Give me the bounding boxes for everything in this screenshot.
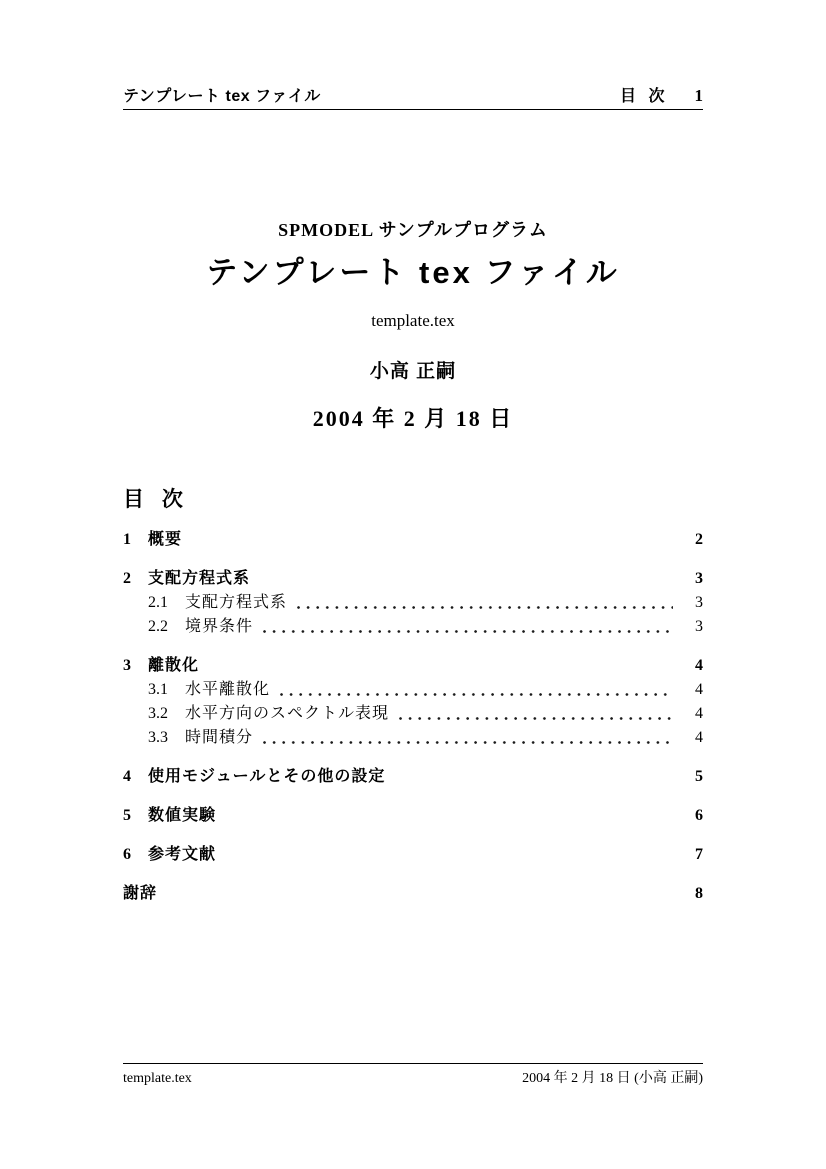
header-section-mark: 目 次: [620, 88, 669, 105]
toc-entry-title: 参考文献: [148, 846, 217, 863]
toc-dotted-leader: [263, 741, 673, 744]
toc-entry-title: 離散化: [148, 657, 200, 674]
toc-entry: [123, 567, 703, 591]
toc-dotted-leader: [280, 693, 673, 696]
header-document-title: テンプレート tex ファイル: [123, 88, 321, 105]
toc-dotted-leader: [263, 630, 673, 633]
toc-entry: [123, 843, 703, 867]
toc-entry-number: 2: [123, 570, 131, 587]
toc-entry-page: 4: [695, 681, 703, 698]
toc-entry-number: 3.1: [148, 681, 168, 698]
toc-entry-page: 4: [695, 657, 703, 674]
toc-entry: [123, 804, 703, 828]
toc-entry: [123, 591, 703, 615]
toc-entry-number: 2.2: [148, 618, 168, 635]
toc-entry-page: 3: [695, 618, 703, 635]
toc-entry-page: 8: [695, 885, 703, 902]
running-footer: [123, 1063, 703, 1087]
toc-entry-title: 支配方程式系: [185, 594, 288, 611]
toc-entry-title: 支配方程式系: [148, 570, 251, 587]
header-page-number: 1: [694, 86, 703, 105]
toc-entry-page: 3: [695, 594, 703, 611]
toc-dotted-leader: [226, 858, 673, 861]
toc-entry-page: 5: [695, 768, 703, 785]
toc-entry-page: 4: [695, 729, 703, 746]
toc-entry: [123, 702, 703, 726]
toc-entry-title: 境界条件: [185, 618, 254, 635]
footer-date-author: 2004 年 2 月 18 日 (小高 正嗣): [522, 1071, 703, 1086]
toc-entry-title: 時間積分: [185, 729, 254, 746]
toc-list: [123, 528, 703, 906]
document-filename: template.tex: [371, 311, 455, 330]
document-author: 小高 正嗣: [369, 361, 457, 382]
toc-entry-number: 5: [123, 807, 131, 824]
toc-entry-page: 2: [695, 531, 703, 548]
toc-entry-number: 2.1: [148, 594, 168, 611]
toc-dotted-leader: [399, 717, 673, 720]
running-header: [123, 84, 703, 110]
toc-dotted-leader: [260, 582, 673, 585]
toc-dotted-leader: [297, 606, 673, 609]
toc-entry-title: 水平方向のスペクトル表現: [185, 705, 390, 722]
toc-entry-page: 6: [695, 807, 703, 824]
toc-entry-title: 使用モジュールとその他の設定: [148, 768, 386, 785]
toc-entry-title: 謝辞: [123, 885, 158, 902]
toc-entry-number: 3.2: [148, 705, 168, 722]
toc-entry: [123, 726, 703, 750]
toc-entry: [123, 882, 703, 906]
toc-entry: [123, 654, 703, 678]
toc-dotted-leader: [167, 897, 673, 900]
toc-entry-page: 3: [695, 570, 703, 587]
toc-dotted-leader: [395, 780, 673, 783]
toc-entry: [123, 615, 703, 639]
footer-filename: template.tex: [123, 1071, 192, 1086]
toc-entry-number: 6: [123, 846, 131, 863]
toc-entry-number: 4: [123, 768, 131, 785]
toc-dotted-leader: [192, 543, 673, 546]
toc-entry: [123, 528, 703, 552]
document-subtitle: SPMODEL サンプルプログラム: [278, 220, 548, 240]
toc-entry-page: 7: [695, 846, 703, 863]
toc-entry: [123, 678, 703, 702]
document-title: テンプレート tex ファイル: [206, 255, 620, 290]
toc-dotted-leader: [209, 669, 673, 672]
toc-entry-title: 概要: [148, 531, 183, 548]
toc-entry-title: 水平離散化: [185, 681, 271, 698]
header-right-group: [620, 83, 703, 106]
toc-entry-number: 3: [123, 657, 131, 674]
toc-entry-page: 4: [695, 705, 703, 722]
document-date: 2004 年 2 月 18 日: [312, 406, 514, 431]
toc-entry-title: 数値実験: [148, 807, 217, 824]
toc-dotted-leader: [226, 819, 673, 822]
toc-entry-number: 3.3: [148, 729, 168, 746]
toc-entry-number: 1: [123, 531, 131, 548]
toc-heading: 目 次: [123, 488, 189, 511]
toc-entry: [123, 765, 703, 789]
